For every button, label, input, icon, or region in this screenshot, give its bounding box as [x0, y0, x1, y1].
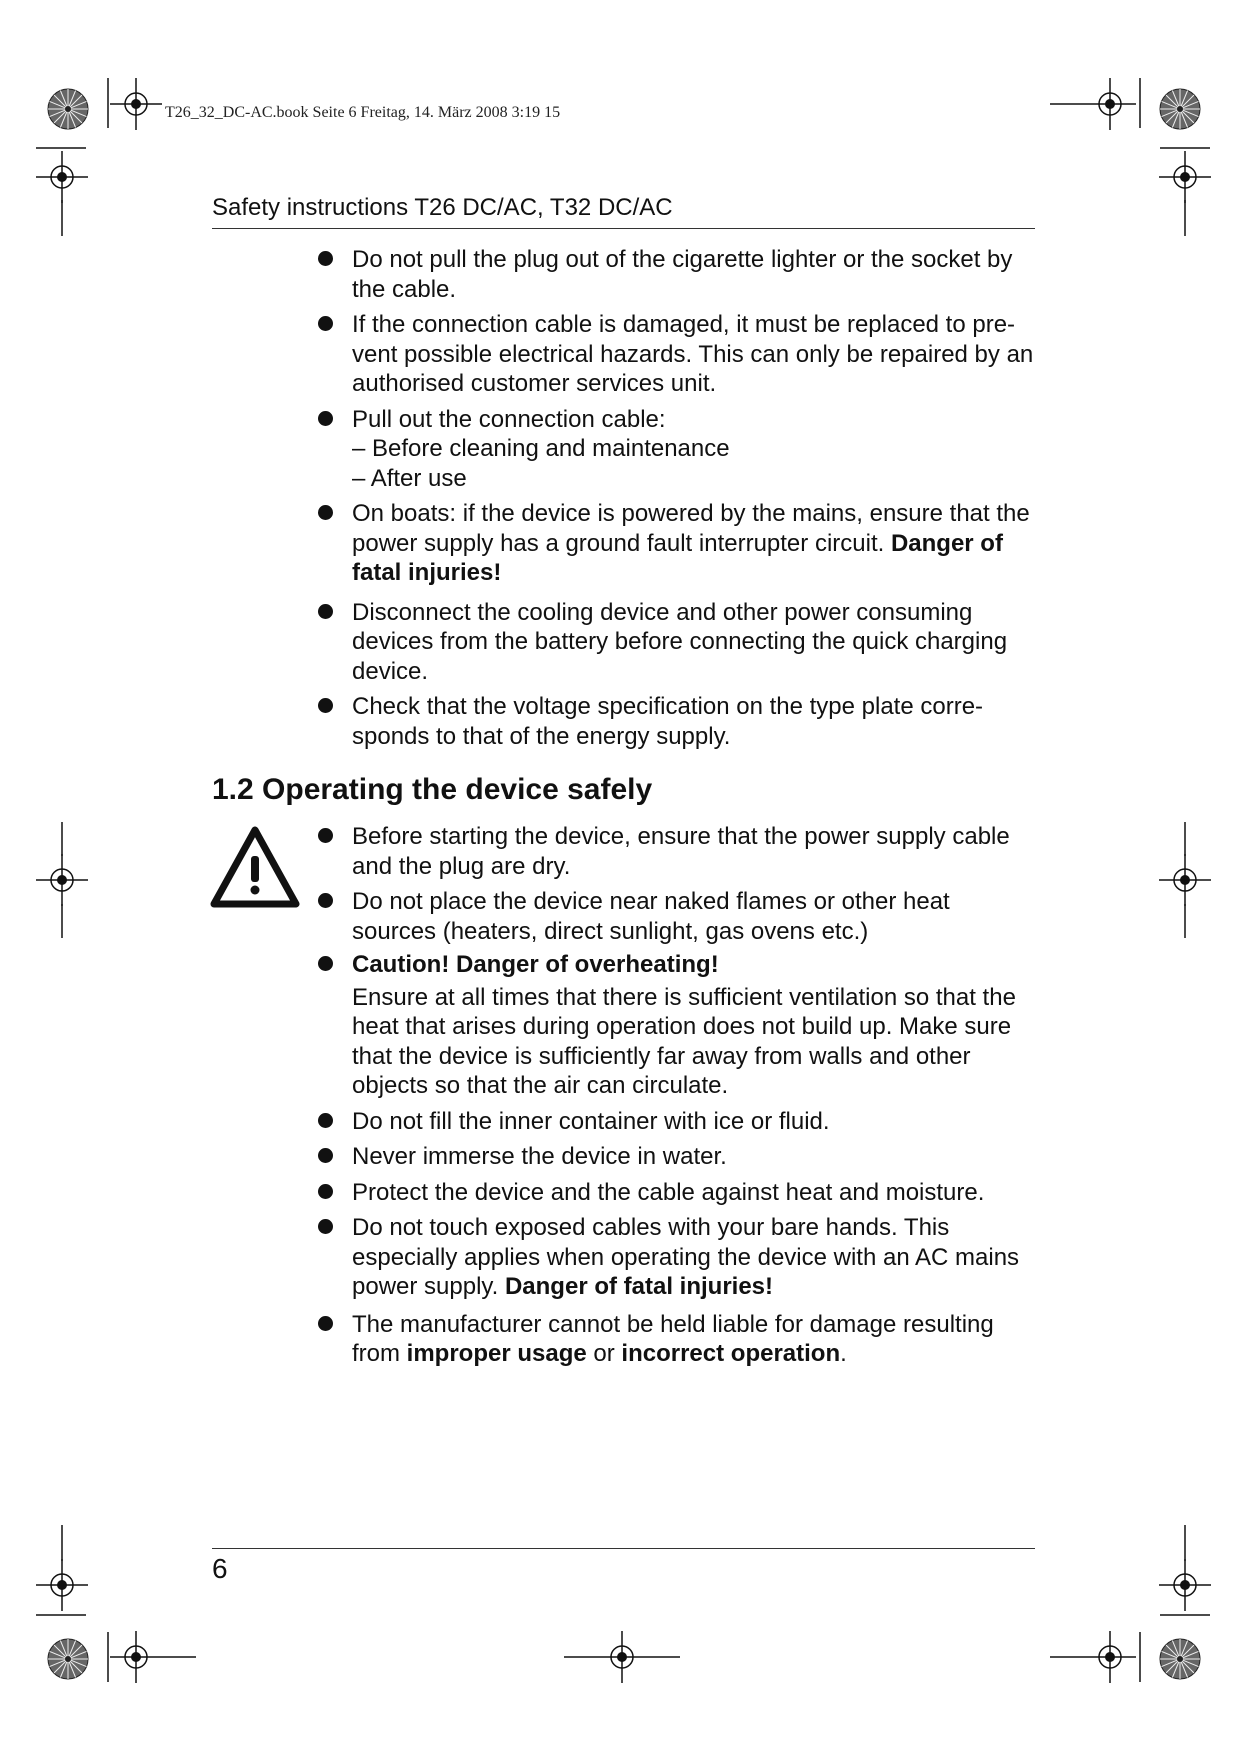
section-heading: 1.2 Operating the device safely: [212, 773, 653, 806]
list-item: Pull out the connection cable: – Before cleaning and maintenance – After use: [352, 405, 1042, 494]
registration-mark-icon: [1159, 1559, 1211, 1611]
list-item: Disconnect the cooling device and other power consuming devices from the battery before connecting the quick charging device.: [352, 598, 1042, 687]
bullet-icon: [318, 411, 333, 426]
registration-mark-icon: [1084, 1631, 1136, 1683]
list-item: The manufacturer cannot be held liable for damage resulting from improper usage or incorrect operation.: [352, 1310, 1042, 1369]
registration-mark-icon: [36, 1559, 88, 1611]
registration-mark-icon: [1084, 78, 1136, 130]
list-item: If the connection cable is damaged, it must be replaced to pre- vent possible electrical hazards. This can only be repaired by an authorised customer services unit.: [352, 310, 1042, 399]
page-number: 6: [212, 1553, 228, 1584]
bullet-icon: [318, 1219, 333, 1234]
bullet-icon: [318, 251, 333, 266]
bullet-icon: [318, 1184, 333, 1199]
registration-mark-icon: [36, 854, 88, 906]
general-safety-list: [352, 245, 1042, 751]
registration-mark-icon: [110, 78, 162, 130]
bullet-icon: [318, 1316, 333, 1331]
running-header: Safety instructions T26 DC/AC, T32 DC/AC: [212, 194, 673, 221]
bullet-icon: [318, 1148, 333, 1163]
registration-mark-icon: [596, 1631, 648, 1683]
bullet-icon: [318, 828, 333, 843]
footer-rule: [212, 1548, 1035, 1549]
list-item: Do not place the device near naked flames or other heat sources (heaters, direct sunlight, gas ovens etc.): [352, 887, 1042, 946]
bullet-icon: [318, 956, 333, 971]
list-item: Do not pull the plug out of the cigarette lighter or the socket by the cable.: [352, 245, 1042, 304]
operating-safety-list: [352, 822, 1042, 1369]
color-sunburst-icon: [1160, 1639, 1200, 1679]
list-item: Caution! Danger of overheating! Ensure at all times that there is sufficient ventilation so that the heat that arises during operation does not build up. Make sure that the device is sufficiently far away from walls and other objects so that the air can circulate.: [352, 950, 1042, 1101]
registration-mark-icon: [110, 1631, 162, 1683]
print-slug: T26_32_DC-AC.book Seite 6 Freitag, 14. März 2008 3:19 15: [165, 104, 561, 121]
bullet-icon: [318, 505, 333, 520]
list-item: Do not touch exposed cables with your bare hands. This especially applies when operating the device with an AC mains power supply. Danger of fatal injuries!: [352, 1213, 1042, 1302]
list-item: Protect the device and the cable against heat and moisture.: [352, 1178, 1042, 1208]
color-sunburst-icon: [1160, 89, 1200, 129]
list-item: Do not fill the inner container with ice or fluid.: [352, 1107, 1042, 1137]
color-sunburst-icon: [48, 89, 88, 129]
list-item: Before starting the device, ensure that the power supply cable and the plug are dry.: [352, 822, 1042, 881]
color-sunburst-icon: [48, 1639, 88, 1679]
bullet-icon: [318, 893, 333, 908]
bullet-icon: [318, 604, 333, 619]
list-item: Never immerse the device in water.: [352, 1142, 1042, 1172]
list-item: Check that the voltage specification on the type plate corre- sponds to that of the energy supply.: [352, 692, 1042, 751]
registration-mark-icon: [36, 151, 88, 203]
list-item: On boats: if the device is powered by the mains, ensure that the power supply has a ground fault interrupter circuit. Danger of fatal injuries!: [352, 499, 1042, 588]
bullet-icon: [318, 698, 333, 713]
registration-mark-icon: [1159, 151, 1211, 203]
bullet-icon: [318, 1113, 333, 1128]
registration-mark-icon: [1159, 854, 1211, 906]
bullet-icon: [318, 316, 333, 331]
header-rule: [212, 228, 1035, 229]
warning-triangle-icon: [210, 826, 300, 908]
